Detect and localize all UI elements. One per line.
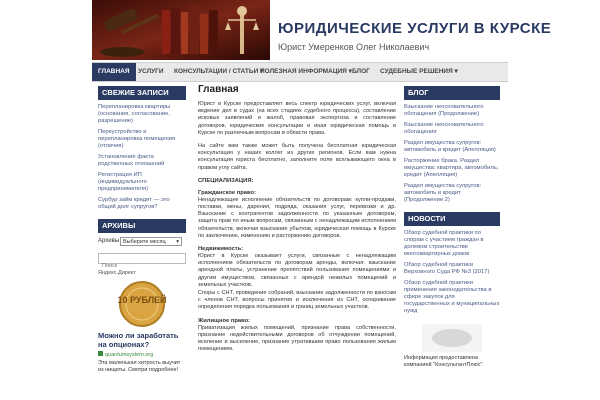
archives-select[interactable] [120,237,182,246]
blog-link[interactable]: Расторжение брака. Раздел имущества: квартира, автомобиль, кредит (Апелляция) [404,158,499,178]
page-wrapper [92,0,552,400]
ad-label[interactable]: Яндекс.Директ [98,270,136,276]
housing-heading: Жилищное право: [198,317,251,324]
archives-select-value: Выберите месяц [123,239,166,245]
blog-heading: БЛОГ [404,86,500,100]
recent-post-link[interactable]: Сурбур займ кредит — это общий долг супругов? [98,197,170,210]
main-nav [92,62,508,82]
ad-image[interactable] [98,279,186,329]
news-heading: НОВОСТИ [404,212,500,226]
header-banner-image [92,0,270,60]
nav-court-decisions[interactable]: СУДЕБНЫЕ РЕШЕНИЯ ▾ [380,68,458,75]
news-link[interactable]: Обзор судебной практики применения законодательства в сфере закупок для государственных и муниципальных нужд [404,280,500,314]
search-input[interactable] [99,262,185,271]
housing-paragraph: Приватизация жилых помещений, признание права собственности, признание недействительными договоров об отчуждении помещений, вселение и выселение, признание утратившим право пользования жилым помещением. [198,324,396,353]
site-header [92,0,552,60]
search-box[interactable] [98,253,186,264]
main-content [198,84,396,353]
ad-domain-text: quantumsystem.org [105,352,154,358]
page-title: Главная [198,84,239,95]
ad-title[interactable]: Можно ли заработать на опционах? [98,331,179,349]
blog-link[interactable]: Взыскание неосновательного обогащения (Продолжение) [404,104,484,117]
ad-domain[interactable] [98,351,186,358]
consultant-caption: Информация предоставлена компанией "КонсультантПлюс" [404,355,483,368]
left-sidebar [98,86,186,374]
snt-paragraph: Споры с СНТ, проведение собраний, взыскание задолженности по взносам с членов СНТ, вопросы принятия и исключения из СНТ, оспаривание определения порядка пользования и границ земельных участков. [198,290,396,311]
blog-link[interactable]: Раздел имущества супругов: автомобиль и кредит (Продолжение 2) [404,183,482,203]
realty-heading: Недвижимость: [198,246,244,253]
news-link[interactable]: Обзор судебной практики Верховного Суда РФ №3 (2017) [404,262,490,275]
civil-law-paragraph: Ненадлежащее исполнение обязательств по договорам: купли-продажи, поставки, мены, дарения, подряда, оказания услуг, перевозки и др. Взыскание с контрагентов задолженности по указанным договорам, защита прав по иным вопросам, связанным с ненадлежащим исполнением обязательств, включая взыскание убытков, юридическая помощь в Курске по заключению, изменению и расторжению договоров. [198,196,396,239]
news-link[interactable]: Обзор судебной практики по спорам с участием граждан в долевом строительстве многоквартирных домов [404,230,484,257]
blog-link[interactable]: Раздел имущества супругов: автомобиль и кредит (Апелляция) [404,140,496,153]
civil-law-heading: Гражданское право: [198,189,256,196]
specialization-heading: СПЕЦИАЛИЗАЦИЯ: [198,177,254,184]
consultant-logo[interactable] [404,323,500,353]
nav-blog[interactable]: БЛОГ [352,68,370,75]
nav-services[interactable]: УСЛУГИ [138,68,164,75]
archives-row [98,237,186,247]
ad-site-icon [98,351,103,356]
realty-paragraph: Юрист в Курске оказывает услуги, связанные с ненадлежащим исполнением обязательств по договорам аренды, включая: взыскание арендной платы, устранение препятствий пользования помещениями и другим имуществом, связанных с арендой нежилых помещений и земельных участков. [198,253,396,288]
recent-post-link[interactable]: Переустройство и перепланировка помещения (отличия) [98,129,176,149]
recent-post-link[interactable]: Регистрация ИП (индивидуального предпринимателя) [98,172,149,192]
recent-posts-heading: СВЕЖИЕ ЗАПИСИ [98,86,186,100]
coin-denomination: 10 РУБЛЕЙ [117,295,167,305]
right-sidebar [404,86,500,369]
chevron-down-icon: ▾ [176,239,179,245]
nav-consultations[interactable]: КОНСУЛЬТАЦИИ / СТАТЬИ ▾ [174,68,264,75]
site-title[interactable]: ЮРИДИЧЕСКИЕ УСЛУГИ В КУРСКЕ [278,20,552,37]
blog-link[interactable]: Взыскание неосновательного обогащения [404,122,484,135]
archives-heading: АРХИВЫ [98,219,186,233]
ad-text[interactable]: Эта маленькая хитрость выучит из нищеты. Смотри подробнее! [98,360,181,373]
nav-useful-info[interactable]: ПОЛЕЗНАЯ ИНФОРМАЦИЯ ▾ [260,68,352,75]
recent-post-link[interactable]: Установление факта родственных отношений [98,154,165,167]
intro-paragraph: Юрист в Курске предоставляет весь спектр юридических услуг, включая ведение дел в судах (на всех стадиях судебного процесса), составление исковых заявлений и жалоб, правовая экспертиза и составление договоров, юридические консультации и иная юридическая помощь в Курске по различным вопросам в области права. [198,101,396,136]
nav-home[interactable]: ГЛАВНАЯ [92,63,136,81]
recent-post-link[interactable]: Перепланировка квартиры (основания, согласование, разрешение) [98,104,171,124]
free-consultation-paragraph: На сайте вам также может быть получена бесплатная юридическая консультация у наших коллег из других регионов. Если вам нужна консультация юриста бесплатно, заполните поле всплывающего окна в правом углу сайта. [198,143,396,171]
archives-label: Архивы [98,238,120,244]
site-subtitle: Юрист Умеренков Олег Николаевич [278,42,430,52]
